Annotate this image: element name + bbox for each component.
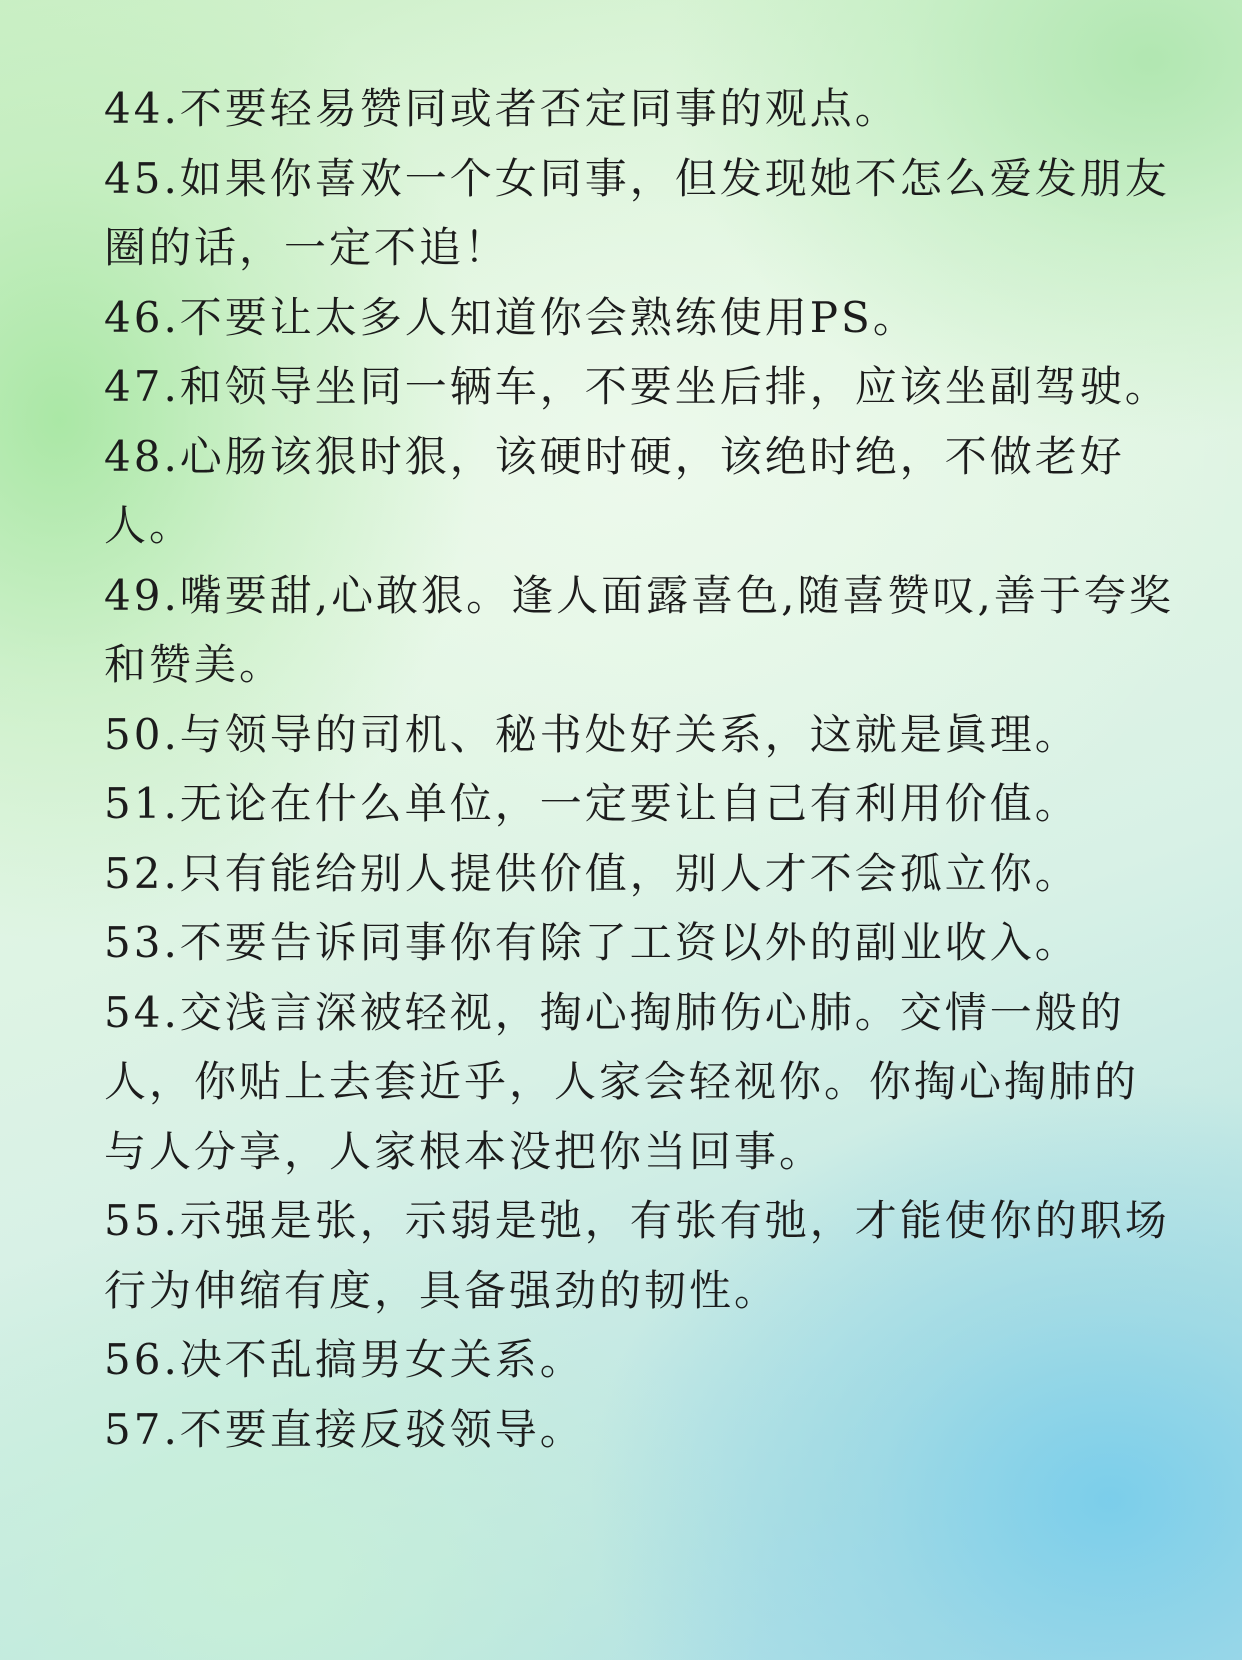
- tip-51: 51.无论在什么单位，一定要让自己有利用价值。: [104, 779, 1080, 828]
- tips-list: [104, 74, 1174, 1464]
- tip-48: 48.心肠该狠时狠，该硬时硬，该绝时绝，不做老好人。: [104, 431, 1125, 550]
- tip-45: 45.如果你喜欢一个女同事，但发现她不怎么爱发朋友圈的话，一定不追！: [104, 153, 1170, 272]
- tip-54: 54.交浅言深被轻视，掏心掏肺伤心肺。交情一般的人，你贴上去套近乎，人家会轻视你。你掏心掏肺的与人分享，人家根本没把你当回事。: [104, 987, 1140, 1176]
- tip-55: 55.示强是张，示弱是弛，有张有弛，才能使你的职场行为伸缩有度，具备强劲的韧性。: [104, 1196, 1170, 1315]
- tip-49: 49.嘴要甜,心敢狠。逢人面露喜色,随喜赞叹,善于夸奖和赞美。: [104, 570, 1174, 689]
- tip-50: 50.与领导的司机、秘书处好关系，这就是眞理。: [104, 709, 1080, 759]
- tip-57: 57.不要直接反驳领导。: [104, 1404, 585, 1454]
- tip-46: 46.不要让太多人知道你会熟练使用PS。: [104, 292, 918, 342]
- tip-56: 56.决不乱搞男女关系。: [104, 1335, 585, 1384]
- tip-47: 47.和领导坐同一辆车，不要坐后排，应该坐副驾驶。: [104, 362, 1170, 411]
- tip-53: 53.不要告诉同事你有除了工资以外的副业收入。: [104, 918, 1080, 967]
- tip-44: 44.不要轻易赞同或者否定同事的观点。: [104, 84, 900, 133]
- tip-52: 52.只有能给别人提供价值，别人才不会孤立你。: [104, 848, 1080, 898]
